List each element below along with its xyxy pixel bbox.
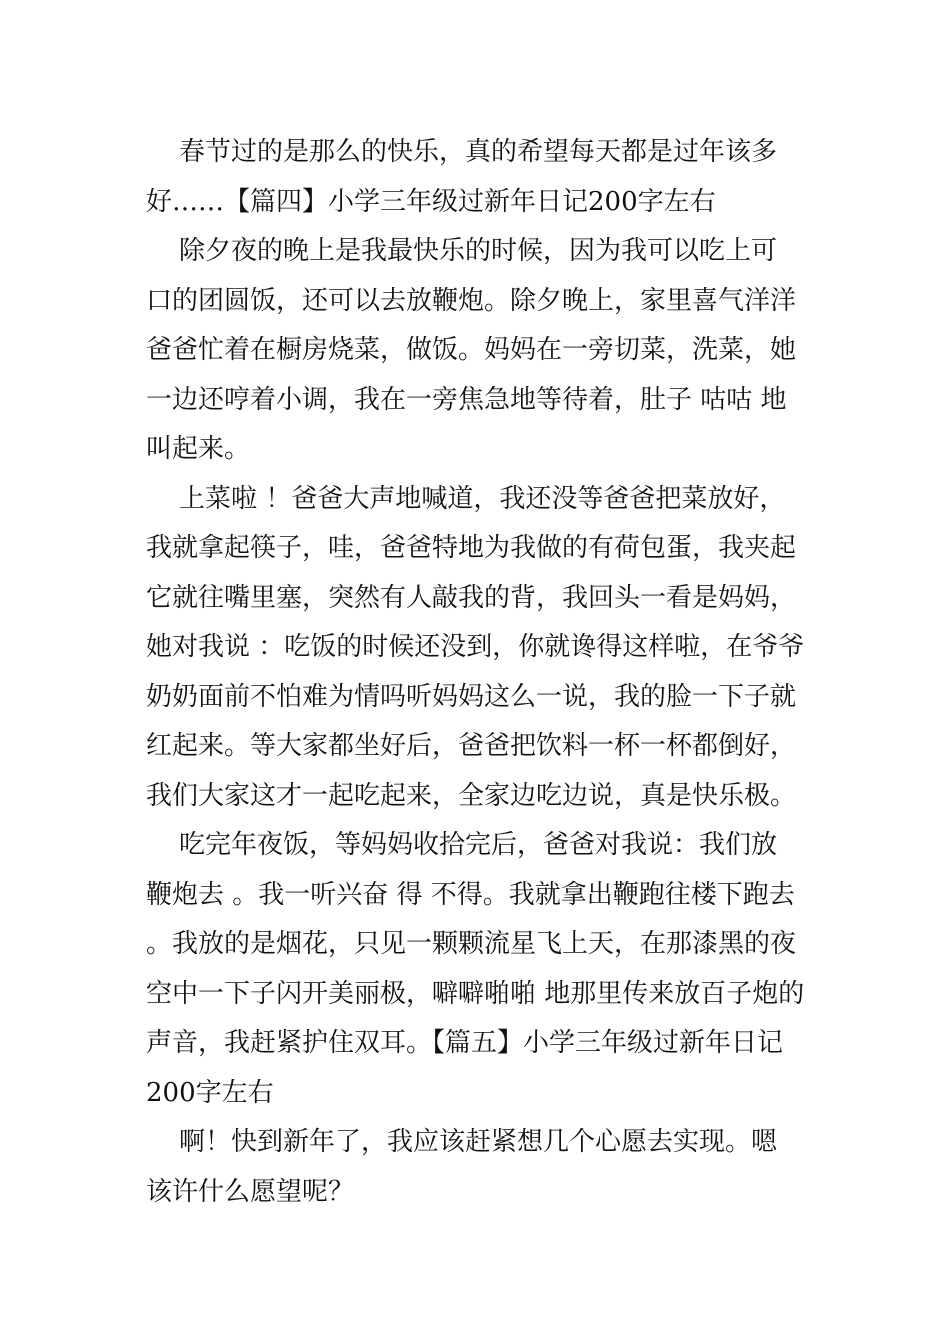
paragraph-3 <box>146 475 808 822</box>
text-line: 它就往嘴里塞，突然有人敲我的背，我回头一看是妈妈， <box>146 582 797 613</box>
text-line: 好……【篇四】小学三年级过新年日记200字左右 <box>146 186 716 217</box>
text-line: 空中一下子闪开美丽极，噼噼啪啪 地那里传来放百子炮的 <box>146 978 805 1009</box>
text-line: 啊！快到新年了，我应该赶紧想几个心愿去实现。嗯 <box>146 1127 778 1157</box>
text-line: 我就拿起筷子，哇，爸爸特地为我做的有荷包蛋，我夹起 <box>146 533 797 563</box>
text-line: 鞭炮去 。我一听兴奋 得 不得。我就拿出鞭跑往楼下跑去 <box>146 879 795 910</box>
text-line: 我们大家这才一起吃起来，全家边吃边说，真是快乐极。 <box>146 780 797 811</box>
paragraph-5 <box>146 1118 808 1217</box>
text-line: 奶奶面前不怕难为情吗听妈妈这么一说，我的脸一下子就 <box>146 681 797 712</box>
text-line: 一边还哼着小调，我在一旁焦急地等待着，肚子 咕咕 地 <box>146 384 787 415</box>
text-line: 爸爸忙着在橱房烧菜，做饭。妈妈在一旁切菜，洗菜，她 <box>146 335 797 365</box>
text-line: 叫起来。 <box>146 434 251 464</box>
text-line: 声音，我赶紧护住双耳。【篇五】小学三年级过新年日记 <box>146 1028 784 1058</box>
paragraph-2 <box>146 227 808 475</box>
paragraph-4 <box>146 821 808 1118</box>
text-line: 红起来。等大家都坐好后，爸爸把饮料一杯一杯都倒好， <box>146 731 797 761</box>
text-line: 该许什么愿望呢？ <box>146 1176 355 1207</box>
text-line: 。我放的是烟花，只见一颗颗流星飞上天，在那漆黑的夜 <box>146 929 797 959</box>
text-line: 春节过的是那么的快乐，真的希望每天都是过年该多 <box>146 137 778 167</box>
text-line: 口的团圆饭，还可以去放鞭炮。除夕晚上，家里喜气洋洋 <box>146 285 797 316</box>
document-body <box>146 128 808 1217</box>
text-line: 除夕夜的晚上是我最快乐的时候，因为我可以吃上可 <box>146 236 778 266</box>
paragraph-1 <box>146 128 808 227</box>
text-line: 200字左右 <box>146 1077 274 1108</box>
text-line: 她对我说 ：吃饭的时候还没到，你就谗得这样啦，在爷爷 <box>146 632 805 662</box>
text-line: 上菜啦 ！爸爸大声地喊道，我还没等爸爸把菜放好， <box>146 483 786 514</box>
text-line: 吃完年夜饭，等妈妈收拾完后，爸爸对我说：我们放 <box>146 830 778 860</box>
